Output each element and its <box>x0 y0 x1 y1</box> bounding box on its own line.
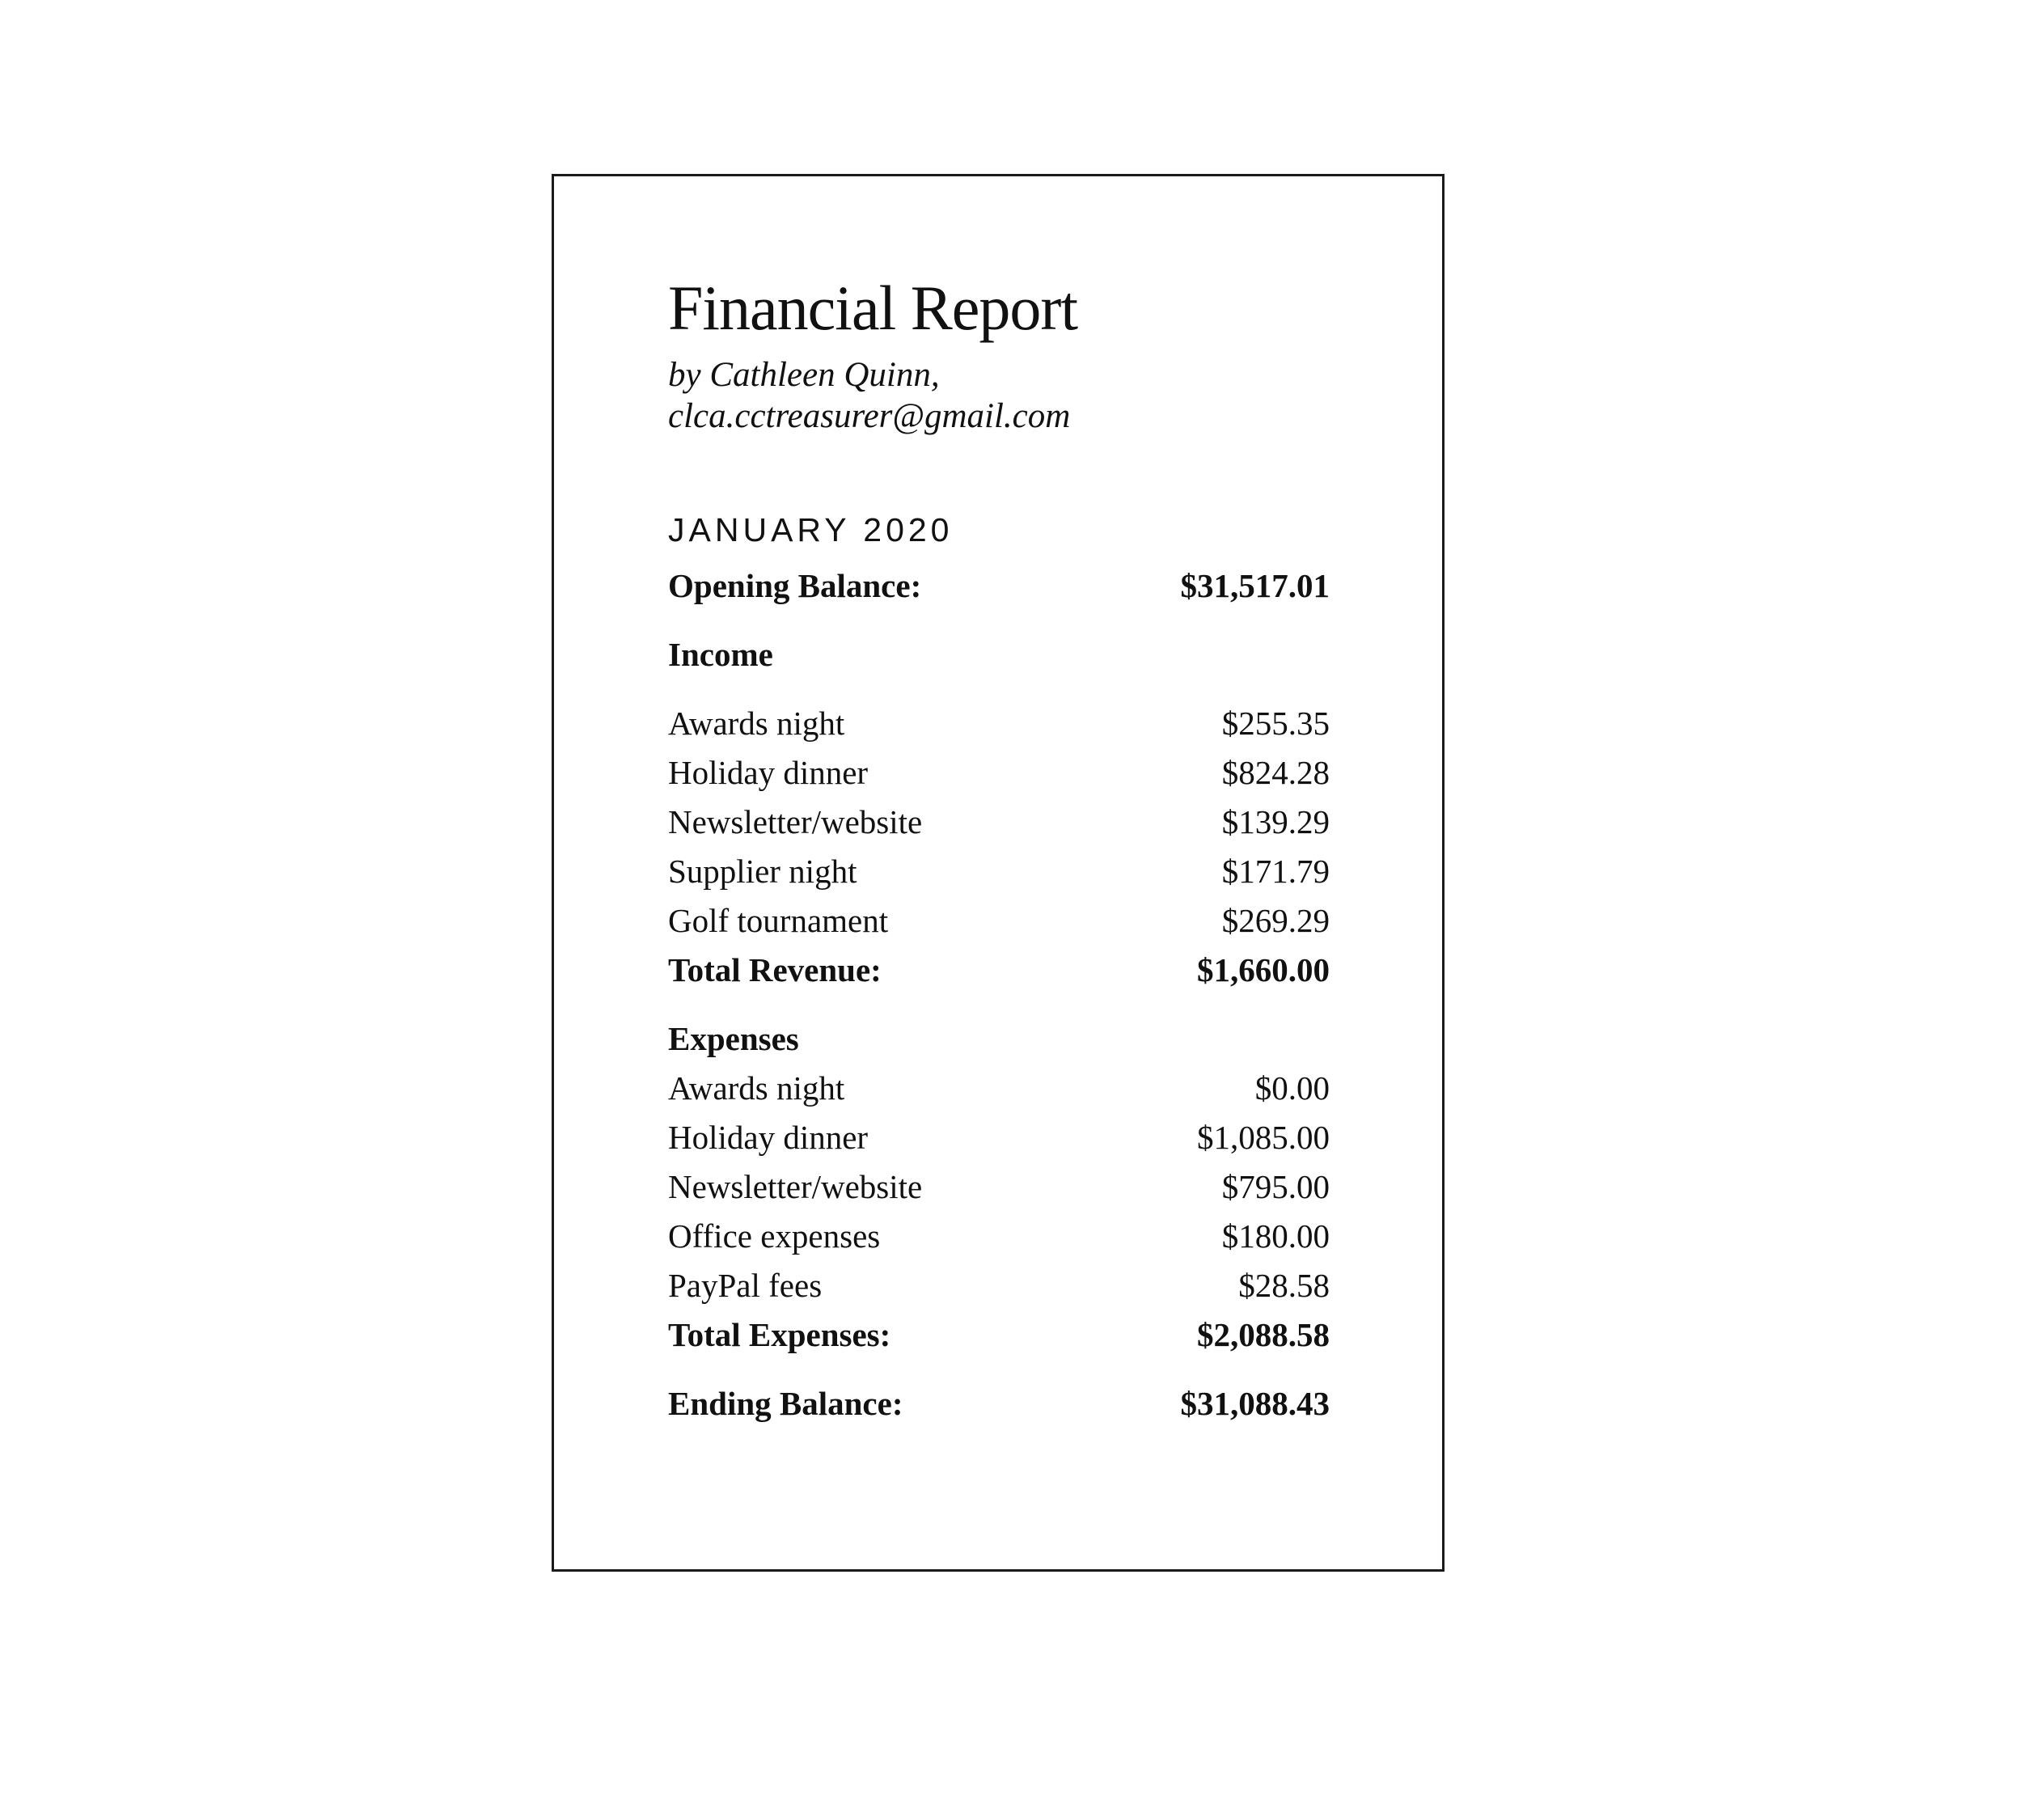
expense-label: Newsletter/website <box>668 1168 923 1206</box>
expense-amount: $795.00 <box>1221 1168 1330 1206</box>
report-content <box>668 273 1330 1428</box>
expense-row <box>668 1162 1330 1212</box>
income-label: Holiday dinner <box>668 754 869 792</box>
income-amount: $139.29 <box>1221 803 1330 841</box>
ending-balance-label: Ending Balance: <box>668 1385 903 1423</box>
income-list <box>668 699 1330 995</box>
total-revenue-label: Total Revenue: <box>668 951 882 989</box>
income-amount: $824.28 <box>1221 754 1330 792</box>
income-row <box>668 748 1330 798</box>
total-revenue-amount: $1,660.00 <box>1197 951 1330 989</box>
income-amount: $171.79 <box>1221 853 1330 891</box>
expense-amount: $180.00 <box>1221 1217 1330 1255</box>
income-amount: $269.29 <box>1221 902 1330 940</box>
income-row <box>668 798 1330 847</box>
expense-label: Awards night <box>668 1069 845 1107</box>
expense-amount: $1,085.00 <box>1197 1119 1330 1157</box>
expense-row <box>668 1261 1330 1310</box>
report-period: JANUARY 2020 <box>668 510 954 548</box>
income-row <box>668 847 1330 896</box>
expense-row <box>668 1113 1330 1162</box>
expenses-list <box>668 1064 1330 1360</box>
report-title: Financial Report <box>668 273 1078 343</box>
report-frame <box>552 174 1445 1572</box>
opening-balance-label: Opening Balance: <box>668 567 922 605</box>
expense-label: PayPal fees <box>668 1267 823 1305</box>
total-revenue-row <box>668 946 1330 995</box>
income-label: Newsletter/website <box>668 803 923 841</box>
report-byline: by Cathleen Quinn, clca.cctreasurer@gmail.com <box>668 355 1071 436</box>
ending-balance-amount: $31,088.43 <box>1180 1385 1330 1423</box>
expense-row <box>668 1212 1330 1261</box>
income-row <box>668 699 1330 748</box>
expense-amount: $28.58 <box>1238 1267 1330 1305</box>
total-expenses-amount: $2,088.58 <box>1197 1316 1330 1354</box>
total-expenses-row <box>668 1310 1330 1360</box>
opening-balance-amount: $31,517.01 <box>1180 567 1330 605</box>
expense-amount: $0.00 <box>1254 1069 1330 1107</box>
total-expenses-label: Total Expenses: <box>668 1316 891 1354</box>
expense-row <box>668 1064 1330 1113</box>
income-label: Golf tournament <box>668 902 889 940</box>
income-label: Awards night <box>668 705 845 743</box>
expenses-heading: Expenses <box>668 1020 799 1058</box>
opening-balance-row <box>668 561 1330 611</box>
expense-label: Holiday dinner <box>668 1119 869 1157</box>
income-heading: Income <box>668 636 773 674</box>
income-label: Supplier night <box>668 853 857 891</box>
ending-balance-row <box>668 1379 1330 1428</box>
expense-label: Office expenses <box>668 1217 881 1255</box>
income-amount: $255.35 <box>1221 705 1330 743</box>
income-row <box>668 896 1330 946</box>
